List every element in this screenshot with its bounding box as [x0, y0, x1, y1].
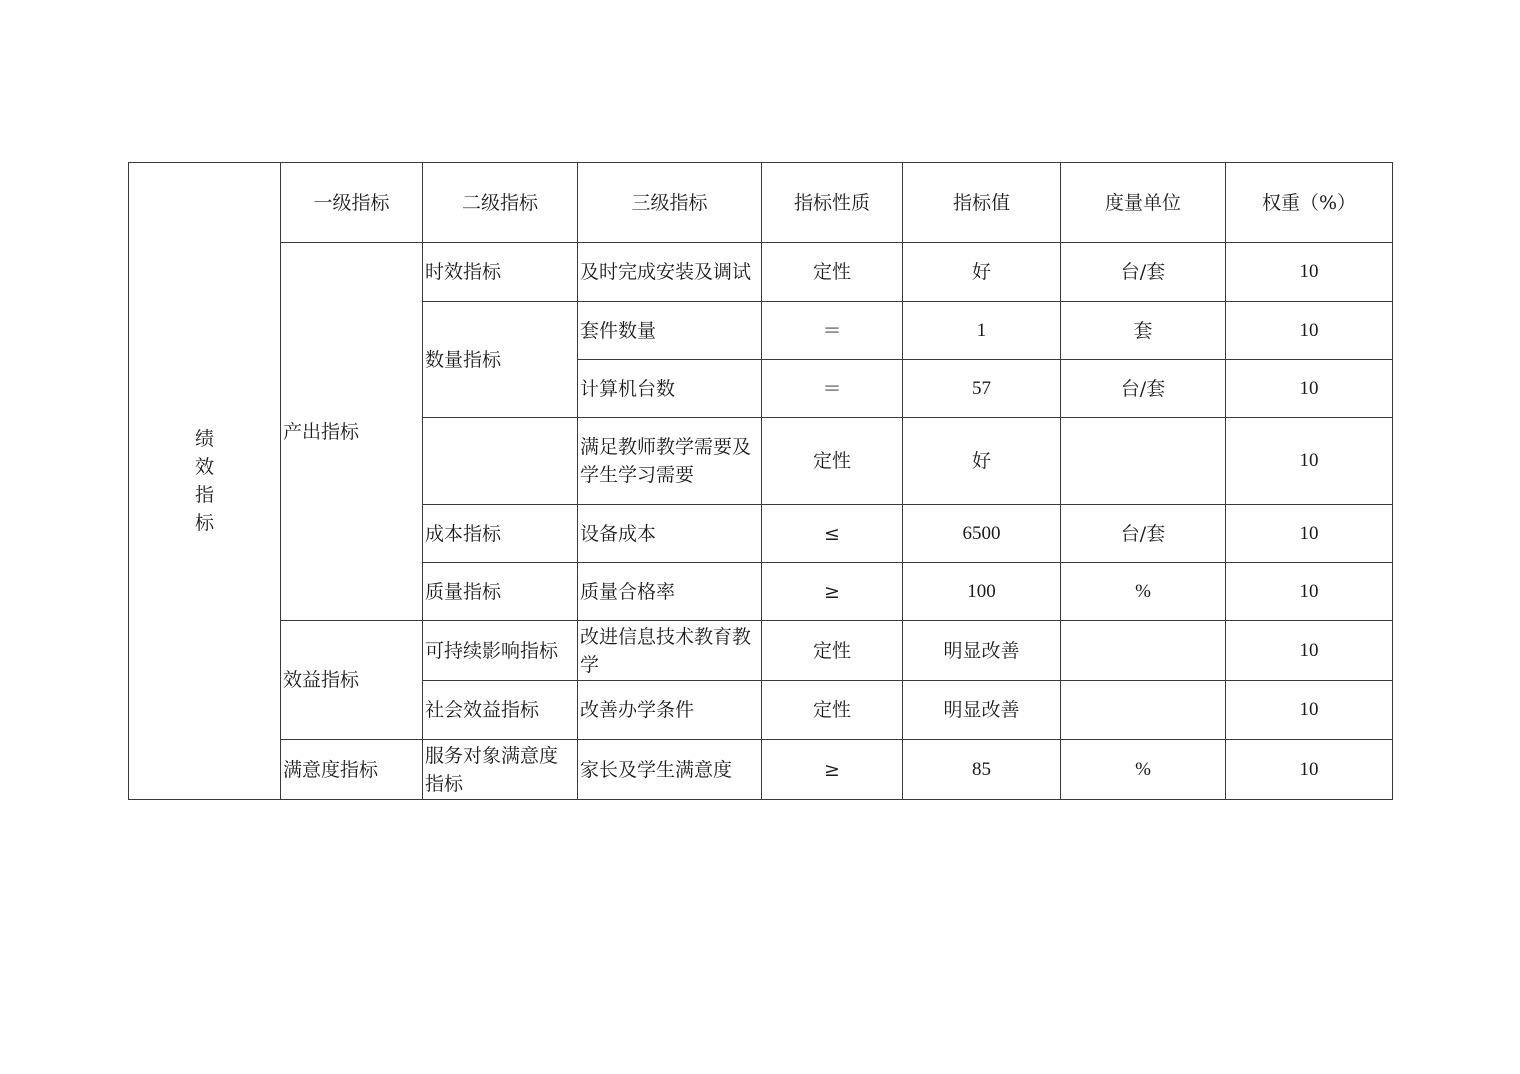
- weight-cell: 10: [1226, 360, 1393, 418]
- unit-cell: %: [1061, 563, 1226, 621]
- nature-cell: ≤: [762, 505, 903, 563]
- weight-cell: 10: [1226, 563, 1393, 621]
- unit-cell: 台/套: [1061, 360, 1226, 418]
- header-level3: 三级指标: [578, 163, 762, 243]
- nature-cell: ≥: [762, 740, 903, 800]
- level2-cell: 时效指标: [423, 243, 578, 302]
- level3-cell: 及时完成安装及调试: [578, 243, 762, 302]
- unit-cell: [1061, 418, 1226, 505]
- header-unit: 度量单位: [1061, 163, 1226, 243]
- group-output: 产出指标: [281, 243, 423, 621]
- header-nature: 指标性质: [762, 163, 903, 243]
- section-label-char: 指: [194, 484, 214, 506]
- table-row: [129, 621, 1393, 681]
- level2-cell: [423, 418, 578, 505]
- level2-cell: 数量指标: [423, 302, 578, 418]
- header-value: 指标值: [903, 163, 1061, 243]
- value-cell: 好: [903, 418, 1061, 505]
- value-cell: 85: [903, 740, 1061, 800]
- weight-cell: 10: [1226, 740, 1393, 800]
- weight-cell: 10: [1226, 418, 1393, 505]
- nature-cell: 定性: [762, 243, 903, 302]
- unit-cell: 台/套: [1061, 505, 1226, 563]
- section-label-char: 绩: [194, 428, 214, 450]
- level2-cell: 服务对象满意度指标: [423, 740, 578, 800]
- table-row: [129, 740, 1393, 800]
- weight-cell: 10: [1226, 243, 1393, 302]
- unit-cell: %: [1061, 740, 1226, 800]
- level2-cell: 质量指标: [423, 563, 578, 621]
- unit-cell: 套: [1061, 302, 1226, 360]
- weight-cell: 10: [1226, 681, 1393, 740]
- section-label-char: 效: [194, 456, 214, 478]
- value-cell: 100: [903, 563, 1061, 621]
- nature-cell: ＝: [762, 302, 903, 360]
- performance-indicator-table: [128, 162, 1393, 800]
- nature-cell: 定性: [762, 681, 903, 740]
- table-header-row: [129, 163, 1393, 243]
- level3-cell: 改进信息技术教育教学: [578, 621, 762, 681]
- level3-cell: 改善办学条件: [578, 681, 762, 740]
- level3-cell: 套件数量: [578, 302, 762, 360]
- unit-cell: 台/套: [1061, 243, 1226, 302]
- section-label-char: 标: [194, 512, 214, 534]
- level2-cell: 成本指标: [423, 505, 578, 563]
- table-row: [129, 243, 1393, 302]
- level3-cell: 满足教师教学需要及学生学习需要: [578, 418, 762, 505]
- nature-cell: ≥: [762, 563, 903, 621]
- group-benefit: 效益指标: [281, 621, 423, 740]
- value-cell: 6500: [903, 505, 1061, 563]
- value-cell: 明显改善: [903, 621, 1061, 681]
- level3-cell: 家长及学生满意度: [578, 740, 762, 800]
- weight-cell: 10: [1226, 505, 1393, 563]
- header-weight: 权重（%）: [1226, 163, 1393, 243]
- value-cell: 明显改善: [903, 681, 1061, 740]
- group-satisfaction: 满意度指标: [281, 740, 423, 800]
- nature-cell: 定性: [762, 621, 903, 681]
- unit-cell: [1061, 621, 1226, 681]
- weight-cell: 10: [1226, 621, 1393, 681]
- weight-cell: 10: [1226, 302, 1393, 360]
- nature-cell: 定性: [762, 418, 903, 505]
- level3-cell: 设备成本: [578, 505, 762, 563]
- header-level1: 一级指标: [281, 163, 423, 243]
- value-cell: 好: [903, 243, 1061, 302]
- level2-cell: 社会效益指标: [423, 681, 578, 740]
- unit-cell: [1061, 681, 1226, 740]
- level2-cell: 可持续影响指标: [423, 621, 578, 681]
- header-level2: 二级指标: [423, 163, 578, 243]
- value-cell: 57: [903, 360, 1061, 418]
- performance-indicator-section-label: [129, 163, 281, 800]
- level3-cell: 计算机台数: [578, 360, 762, 418]
- value-cell: 1: [903, 302, 1061, 360]
- level3-cell: 质量合格率: [578, 563, 762, 621]
- nature-cell: ＝: [762, 360, 903, 418]
